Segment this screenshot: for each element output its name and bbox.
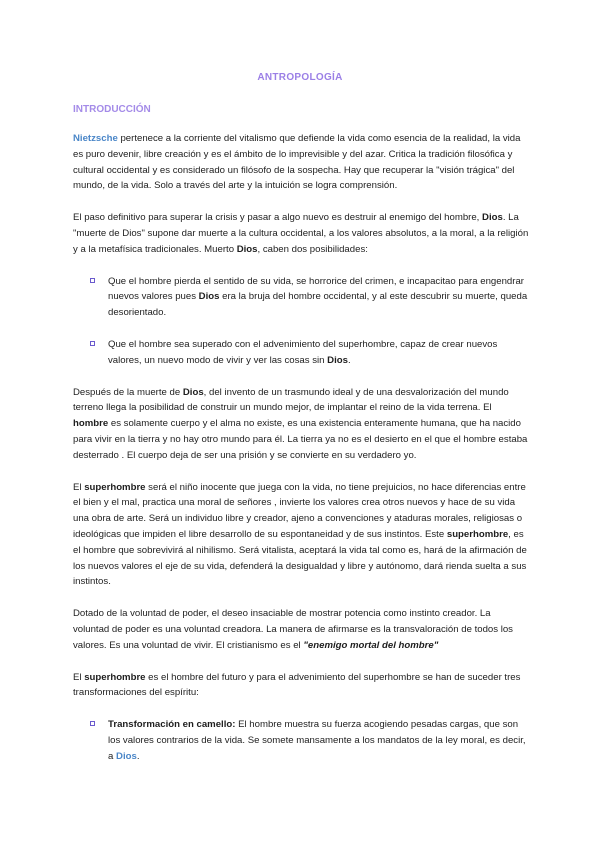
paragraph-text: Dotado de la voluntad de poder, el deseo insaciable de mostrar potencia como instinto creador. La voluntad de poder es una voluntad creadora. La manera de afirmarse es la transvaloración de todos los valores. Es una voluntad de vivir. El cristianismo es el [73, 608, 513, 651]
paragraph-text: El paso definitivo para superar la crisis y pasar a algo nuevo es destruir al enemigo del hombre, [73, 212, 483, 224]
document-body [73, 131, 529, 781]
bold-term: Dios [198, 291, 220, 303]
paragraph-3 [73, 385, 529, 464]
paragraph-1 [73, 131, 529, 194]
paragraph-text: El [73, 481, 85, 493]
bold-term: Dios [327, 354, 348, 366]
bold-term: Dios [236, 243, 258, 255]
paragraph-5 [73, 606, 529, 653]
paragraph-text: será el niño inocente que juega con la vida, no tiene prejuicios, no hace diferencias entre el bien y el mal, practica una moral de señores , invierte los valores crea otros nuevos y hace de su vida una obra de arte. Será un individuo libre y creador, ajeno a convenciones y ataduras morales, religiosas o ideológicas que impiden el libre desarrollo de su espontaneidad y de sus instintos. Este [73, 481, 526, 540]
bullet-text: Que el hombre pierda el sentido de su vida, se horrorice del crimen, e incapacitao para engendrar nuevos valores pues [108, 275, 524, 303]
paragraph-text: . La "muerte de Dios" supone dar muerte a la cultura occidental, a los valores absolutos, a la moral, a la religión y a la metafísica tradicionales. Muerto [73, 212, 529, 255]
bullet-text: El hombre muestra su fuerza acogiendo pesadas cargas, que son los valores contrarios de la vida. Se somete mansamente a los mandatos de la ley moral, es decir, a [108, 719, 526, 762]
bold-term: superhombre [84, 671, 146, 683]
paragraph-6 [73, 670, 529, 702]
bullet-item-3 [73, 717, 529, 764]
bullet-text: Que el hombre sea superado con el advenimiento del superhombre, capaz de crear nuevos valores, un nuevo modo de vivir y ver las cosas sin [108, 338, 498, 366]
paragraph-text: pertenece a la corriente del vitalismo que defiende la vida como esencia de la realidad, la vida es puro devenir, libre creación y es el ámbito de lo imprevisible y del azar. Critica la tradición filosófica y cultural occidental y es considerado un filósofo de la sospecha. Hay que recuperar la "visión trágica" del mundo, de la vida. Solo a través del arte y la intuición se logra comprensión. [73, 133, 521, 192]
bullet-item-2 [73, 337, 529, 369]
paragraph-2 [73, 210, 529, 257]
highlight-term: Dios [116, 750, 137, 762]
paragraph-text: , del invento de un trasmundo ideal y de una desvalorización del mundo terreno llega la posibilidad de construir un mundo mejor, de implantar el reino de la vida terrena. El [73, 386, 509, 414]
emphasis-quote: "enemigo mortal del hombre" [303, 639, 439, 651]
paragraph-text: , es el hombre que sobrevivirá al nihilismo. Será vitalista, aceptará la vida tal como es, hará de la afirmación de los nuevos valores el eje de su vida, defenderá la desigualdad y libre y autónomo, dará rienda suelta a sus instintos. [73, 528, 527, 588]
section-heading: INTRODUCCIÓN [73, 104, 151, 115]
paragraph-text: Después de la muerte de [73, 386, 183, 398]
square-bullet-icon [90, 341, 95, 346]
bullet-item-1 [73, 274, 529, 321]
paragraph-text: El [73, 671, 85, 683]
square-bullet-icon [90, 278, 95, 283]
bold-term: Dios [182, 386, 204, 398]
bullet-heading: Transformación en camello: [108, 719, 236, 731]
bullet-text: era la bruja del hombre occidental, y al este descubrir su muerte, queda desorientado. [108, 291, 528, 319]
bullet-text: . [347, 354, 351, 366]
paragraph-text: , caben dos posibilidades: [257, 243, 368, 255]
nietzsche-name: Nietzsche [73, 133, 118, 144]
square-bullet-icon [90, 721, 95, 726]
paragraph-4 [73, 480, 529, 591]
document-title: ANTROPOLOGÍA [257, 72, 343, 83]
bold-term: superhombre [446, 528, 509, 540]
bold-term: Dios [482, 212, 503, 224]
paragraph-text: es solamente cuerpo y el alma no existe, es una existencia enteramente humana, que ha nacido para vivir en la tierra y no hay otro mundo para él. La tierra ya no es el desierto en el que el hombre estaba desterrado . El cuerpo deja de ser una prisión y se convierte en su verdadero yo. [73, 418, 528, 461]
bullet-text: . [136, 750, 140, 762]
paragraph-text: es el hombre del futuro y para el advenimiento del superhombre se han de suceder tres transformaciones del espíritu: [73, 671, 521, 699]
bold-term: hombre [73, 418, 109, 430]
bold-term: superhombre [84, 481, 146, 493]
